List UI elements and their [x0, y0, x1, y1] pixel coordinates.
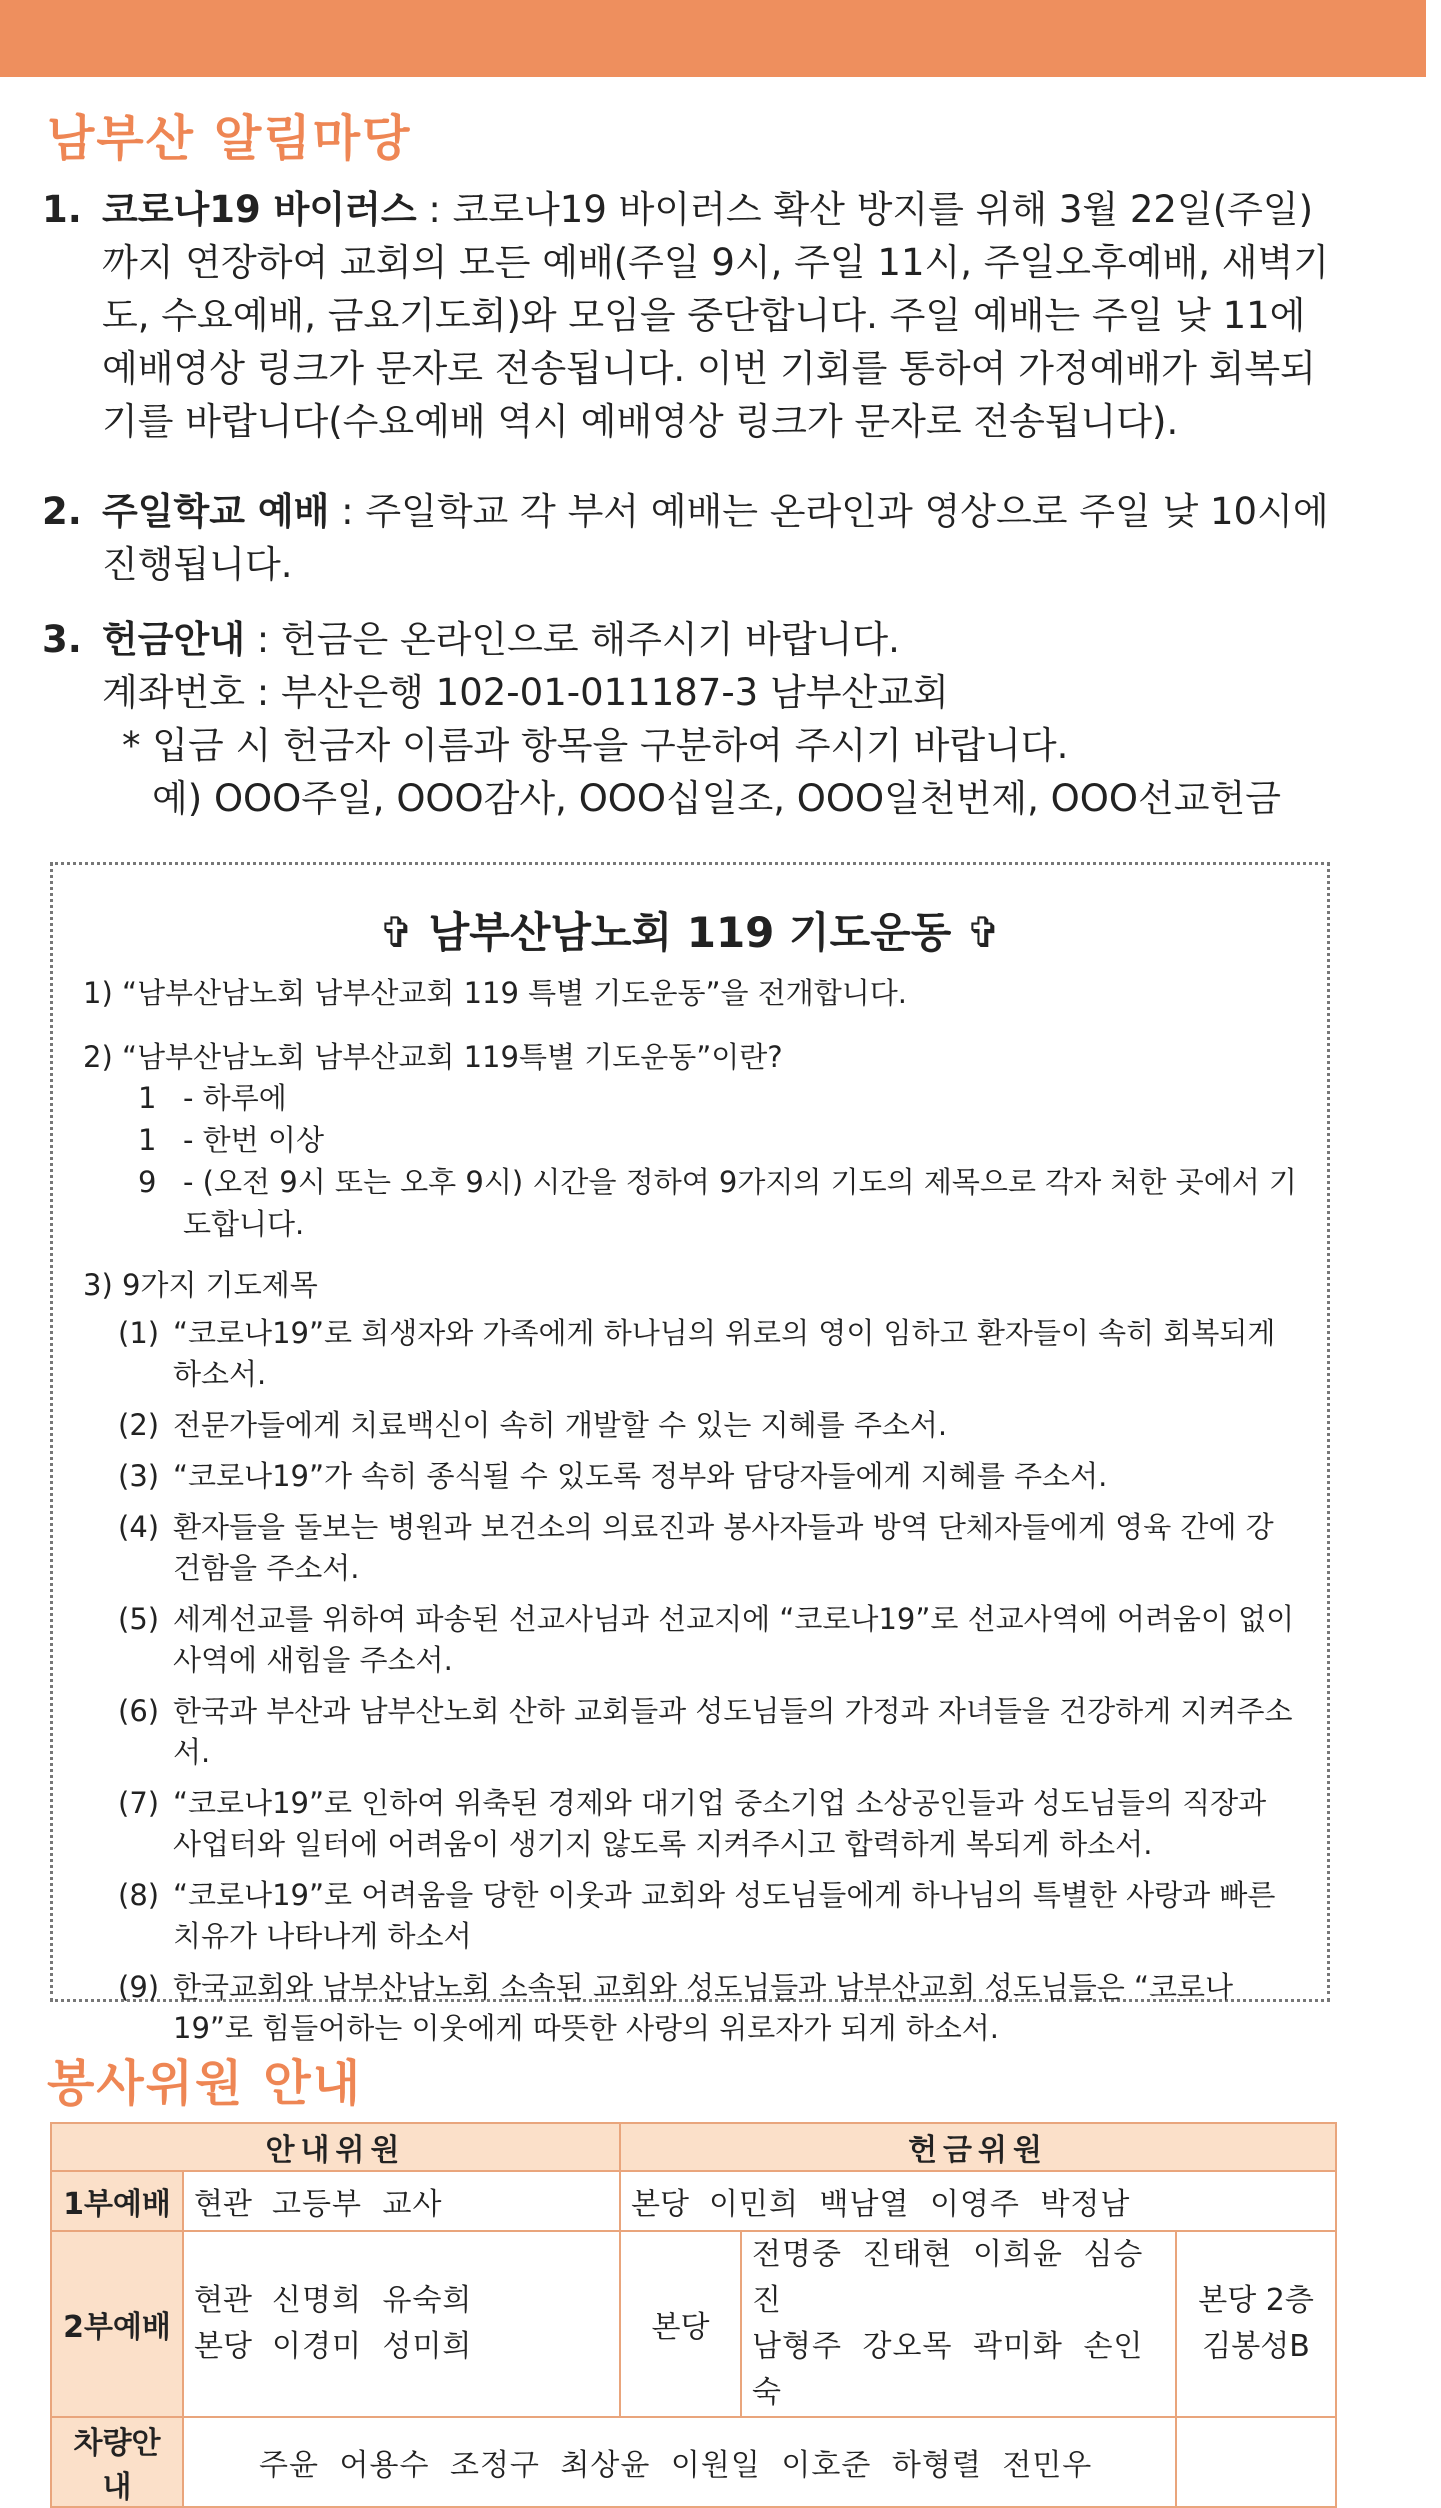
prayer-topic-text: “코로나19”가 속히 종식될 수 있도록 정부와 담당자들에게 지혜를 주소서. [173, 1459, 1108, 1493]
row-label: 차량안내 [51, 2417, 183, 2507]
notice-title: 헌금안내 [102, 618, 245, 661]
extra-place: 본당 2층 [1198, 2283, 1314, 2318]
prayer-box-body [83, 973, 1298, 2059]
place-label: 본당 [194, 2329, 252, 2364]
table-row [51, 2417, 1336, 2507]
notice-item-3 [42, 613, 1332, 825]
notice-text: : 헌금은 온라인으로 해주시기 바랍니다. [244, 618, 900, 661]
prayer-topic-number: (4) [118, 1510, 160, 1544]
prayer-box-title: ✞ 남부산남노회 119 기도운동 ✞ [378, 908, 1002, 957]
prayer-topic-list [83, 1313, 1298, 2049]
offering-cell [741, 2231, 1176, 2417]
prayer-topic-number: (8) [118, 1878, 160, 1912]
guide-line [194, 2324, 609, 2370]
prayer-topic [118, 1967, 1298, 2049]
volunteer-section-title: 봉사위원 안내 [47, 2055, 363, 2112]
notice-number: 2. [42, 490, 82, 533]
prayer-item-3: 3) 9가지 기도제목 [83, 1268, 318, 1302]
prayer-topic-number: (1) [118, 1316, 160, 1350]
prayer-topic-text: 한국교회와 남부산남노회 소속된 교회와 성도님들과 남부산교회 성도님들은 “코로나19”로 힘들어하는 이웃에게 따뜻한 사랑의 위로자가 되게 하소서. [173, 1970, 1234, 2045]
definition-key: 1 [138, 1123, 157, 1157]
guide-names: 신명희 유숙희 [272, 2283, 473, 2318]
guide-cell [183, 2171, 620, 2231]
definition-row [138, 1161, 1298, 1245]
place-label: 현관 [194, 2283, 252, 2318]
offering-cell [620, 2171, 1336, 2231]
prayer-item-2: 2) “남부산남노회 남부산교회 119특별 기도운동”이란? [83, 1040, 783, 1074]
prayer-topic [118, 1599, 1298, 1681]
definition-row [138, 1077, 1298, 1119]
vehicle-names-text: 주윤 어용수 조정구 최상윤 이원일 이호준 하형렬 전민우 [259, 2448, 1093, 2483]
definition-list [83, 1077, 1298, 1245]
prayer-topic-text: “코로나19”로 인하여 위축된 경제와 대기업 중소기업 소상공인들과 성도님들의 직장과 사업터와 일터에 어려움이 생기지 않도록 지켜주시고 합력하게 복되게 하소서. [173, 1786, 1267, 1861]
prayer-topic [118, 1783, 1298, 1865]
row-label: 2부예배 [51, 2231, 183, 2417]
place-label: 본당 [631, 2187, 689, 2222]
prayer-topic [118, 1313, 1298, 1395]
prayer-topic-number: (3) [118, 1459, 160, 1493]
vehicle-names [183, 2417, 1176, 2507]
notice-body [102, 485, 1332, 591]
empty-cell [1176, 2417, 1336, 2507]
definition-key: 1 [138, 1081, 157, 1115]
definition-row [138, 1119, 1298, 1161]
notice-text: : 주일학교 각 부서 예배는 온라인과 영상으로 주일 낮 10시에 진행됩니다. [102, 490, 1329, 586]
prayer-topic-number: (5) [118, 1602, 160, 1636]
notice-section-title: 남부산 알림마당 [47, 110, 412, 167]
account-number: 계좌번호 : 부산은행 102-01-011187-3 남부산교회 [102, 671, 949, 714]
table-header-row [51, 2123, 1336, 2171]
prayer-topic [118, 1875, 1298, 1957]
notice-body [102, 613, 1332, 825]
notice-title: 주일학교 예배 [102, 490, 330, 533]
offering-place-cell: 본당 [620, 2231, 741, 2417]
prayer-topic-text: 한국과 부산과 남부산노회 산하 교회들과 성도님들의 가정과 자녀들을 건강하게 지켜주소서. [173, 1694, 1293, 1769]
volunteer-table [50, 2122, 1337, 2508]
offering-header: 헌금위원 [620, 2123, 1336, 2171]
prayer-topic [118, 1507, 1298, 1589]
prayer-topic-number: (7) [118, 1786, 160, 1820]
offering-names: 남형주 강오목 곽미화 손인숙 [752, 2329, 1144, 2410]
prayer-topic-number: (9) [118, 1970, 160, 2004]
table-row [51, 2171, 1336, 2231]
notice-title: 코로나19 바이러스 [102, 188, 417, 231]
prayer-topic-number: (2) [118, 1408, 160, 1442]
notice-body [102, 183, 1332, 448]
guide-cell [183, 2231, 620, 2417]
offering-names: 이민희 백남열 이영주 박정남 [709, 2187, 1131, 2222]
prayer-topic-text: “코로나19”로 희생자와 가족에게 하나님의 위로의 영이 임하고 환자들이 속히 회복되게 하소서. [173, 1316, 1276, 1391]
notice-text: : 코로나19 바이러스 확산 방지를 위해 3월 22일(주일)까지 연장하여 교회의 모든 예배(주일 9시, 주일 11시, 주일오후예배, 새벽기도, 수요예배, 금요기도회)와 모임을 중단합니다. 주일 예배는 주일 낮 11에 예배영상 링크가 문자로 전송됩니다. 이번 기회를 통하여 가정예배가 회복되기를 바랍니다(수요예배 역시 예배영상 링크가 문자로 전송됩니다). [102, 188, 1329, 443]
guide-names: 고등부 교사 [272, 2187, 443, 2222]
extra-name: 김봉성B [1202, 2329, 1310, 2364]
prayer-topic-text: 전문가들에게 치료백신이 속히 개발할 수 있는 지혜를 주소서. [173, 1408, 948, 1442]
extra-offering-cell [1176, 2231, 1336, 2417]
header-banner [0, 0, 1441, 77]
notice-number: 1. [42, 188, 82, 231]
prayer-topic-number: (6) [118, 1694, 160, 1728]
notice-number: 3. [42, 618, 82, 661]
prayer-topic-text: “코로나19”로 어려움을 당한 이웃과 교회와 성도님들에게 하나님의 특별한 사랑과 빠른 치유가 나타나게 하소서 [173, 1878, 1276, 1953]
definition-text: - 한번 이상 [183, 1123, 324, 1157]
guide-header: 안내위원 [51, 2123, 620, 2171]
prayer-topic [118, 1456, 1298, 1497]
place-label: 현관 [194, 2187, 252, 2222]
deposit-note: * 입금 시 헌금자 이름과 항목을 구분하여 주시기 바랍니다. [122, 724, 1069, 767]
notice-item-2 [42, 485, 1332, 591]
guide-line [194, 2278, 609, 2324]
offering-names: 전명중 진태현 이희윤 심승진 [752, 2237, 1144, 2318]
page-edge [1426, 0, 1441, 2441]
definition-text: - 하루에 [183, 1081, 287, 1115]
prayer-movement-box [50, 862, 1330, 2045]
row-label: 1부예배 [51, 2171, 183, 2231]
prayer-topic [118, 1691, 1298, 1773]
deposit-example: 예) OOO주일, OOO감사, OOO십일조, OOO일천번제, OOO선교헌금 [152, 777, 1282, 820]
prayer-topic-text: 환자들을 돌보는 병원과 보건소의 의료진과 봉사자들과 방역 단체자들에게 영육 간에 강건함을 주소서. [173, 1510, 1274, 1585]
definition-text: - (오전 9시 또는 오후 9시) 시간을 정하여 9가지의 기도의 제목으로 각자 처한 곳에서 기도합니다. [183, 1165, 1297, 1241]
prayer-topic [118, 1405, 1298, 1446]
guide-names: 이경미 성미희 [272, 2329, 473, 2364]
prayer-item-1: 1) “남부산남노회 남부산교회 119 특별 기도운동”을 전개합니다. [83, 976, 908, 1010]
prayer-topic-text: 세계선교를 위하여 파송된 선교사님과 선교지에 “코로나19”로 선교사역에 어려움이 없이 사역에 새힘을 주소서. [173, 1602, 1295, 1677]
table-row [51, 2231, 1336, 2417]
definition-key: 9 [138, 1165, 157, 1199]
notice-item-1 [42, 183, 1332, 448]
